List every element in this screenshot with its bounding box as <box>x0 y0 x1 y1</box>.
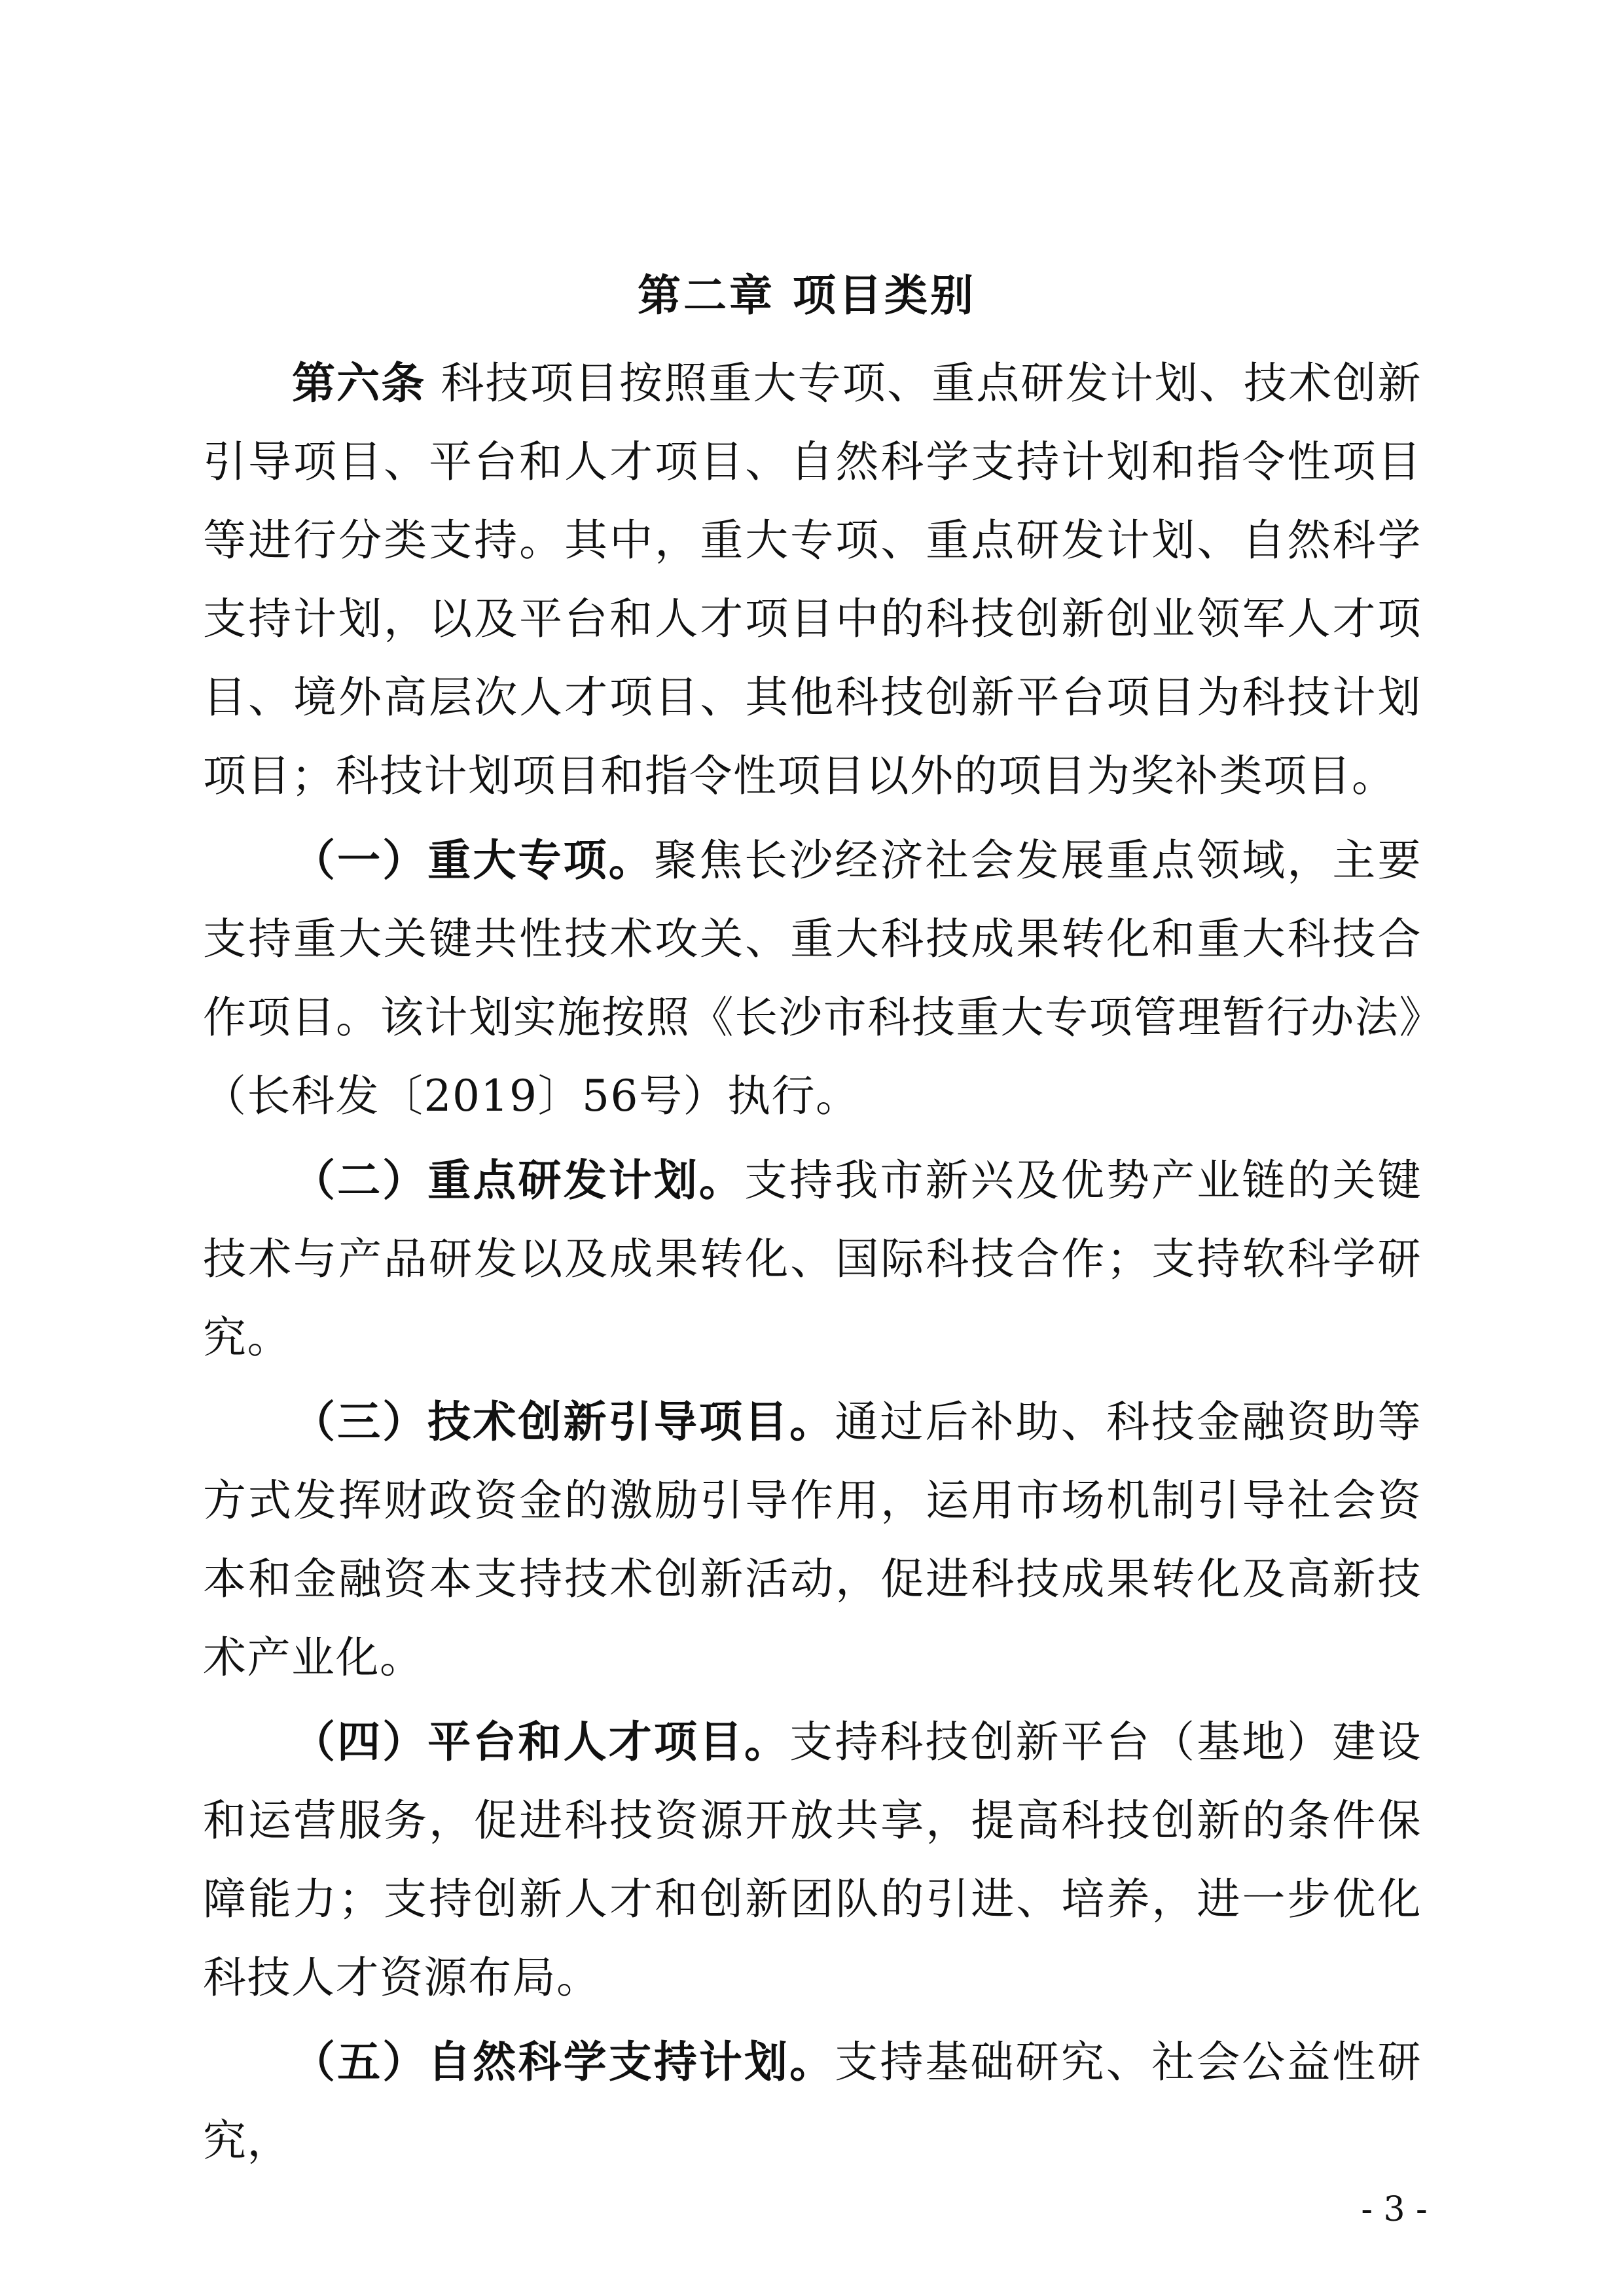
paragraph-text: 聚焦长沙经济社会发展重点领域，主要支持重大关键共性技术攻关、重大科技成果转化和重大科技合作项目。该计划实施按照《长沙市科技重大专项管理暂行办法》（长科发〔2019〕56号）执行。 <box>203 835 1422 1121</box>
paragraph-text: 支持科技创新平台（基地）建设和运营服务，促进科技资源开放共享，提高科技创新的条件保障能力；支持创新人才和创新团队的引进、培养，进一步优化科技人才资源布局。 <box>203 1717 1422 2003</box>
chapter-title: 第二章 项目类别 <box>638 270 976 321</box>
paragraph-lead: （三）技术创新引导项目。 <box>292 1397 835 1447</box>
paragraph-text: 支持我市新兴及优势产业链的关键技术与产品研发以及成果转化、国际科技合作；支持软科学研究。 <box>203 1155 1422 1363</box>
paragraph-lead: （四）平台和人才项目。 <box>292 1717 790 1767</box>
paragraph-lead: （一）重大专项。 <box>292 835 654 886</box>
platform-talent-paragraph <box>203 1703 1422 2017</box>
paragraph-text: 通过后补助、科技金融资助等方式发挥财政资金的激励引导作用，运用市场机制引导社会资本和金融资本支持技术创新活动，促进科技成果转化及高新技术产业化。 <box>203 1397 1422 1683</box>
body-text <box>203 344 1422 2186</box>
paragraph-text: 科技项目按照重大专项、重点研发计划、技术创新引导项目、平台和人才项目、自然科学支持计划和指令性项目等进行分类支持。其中，重大专项、重点研发计划、自然科学支持计划，以及平台和人才项目中的科技创新创业领军人才项目、境外高层次人才项目、其他科技创新平台项目为科技计划项目；科技计划项目和指令性项目以外的项目为奖补类项目。 <box>203 358 1422 801</box>
paragraph-text: 支持基础研究、社会公益性研究， <box>203 2037 1422 2166</box>
paragraph-lead: （五）自然科学支持计划。 <box>292 2037 835 2087</box>
innovation-guidance-paragraph <box>203 1383 1422 1697</box>
page-number: - 3 - <box>1361 2190 1428 2229</box>
major-special-projects-paragraph <box>203 821 1422 1136</box>
article-6-paragraph <box>203 344 1422 816</box>
paragraph-lead: 第六条 <box>292 358 426 408</box>
paragraph-lead: （二）重点研发计划。 <box>292 1155 745 1206</box>
natural-science-paragraph <box>203 2023 1422 2180</box>
key-rd-plan-paragraph <box>203 1141 1422 1377</box>
